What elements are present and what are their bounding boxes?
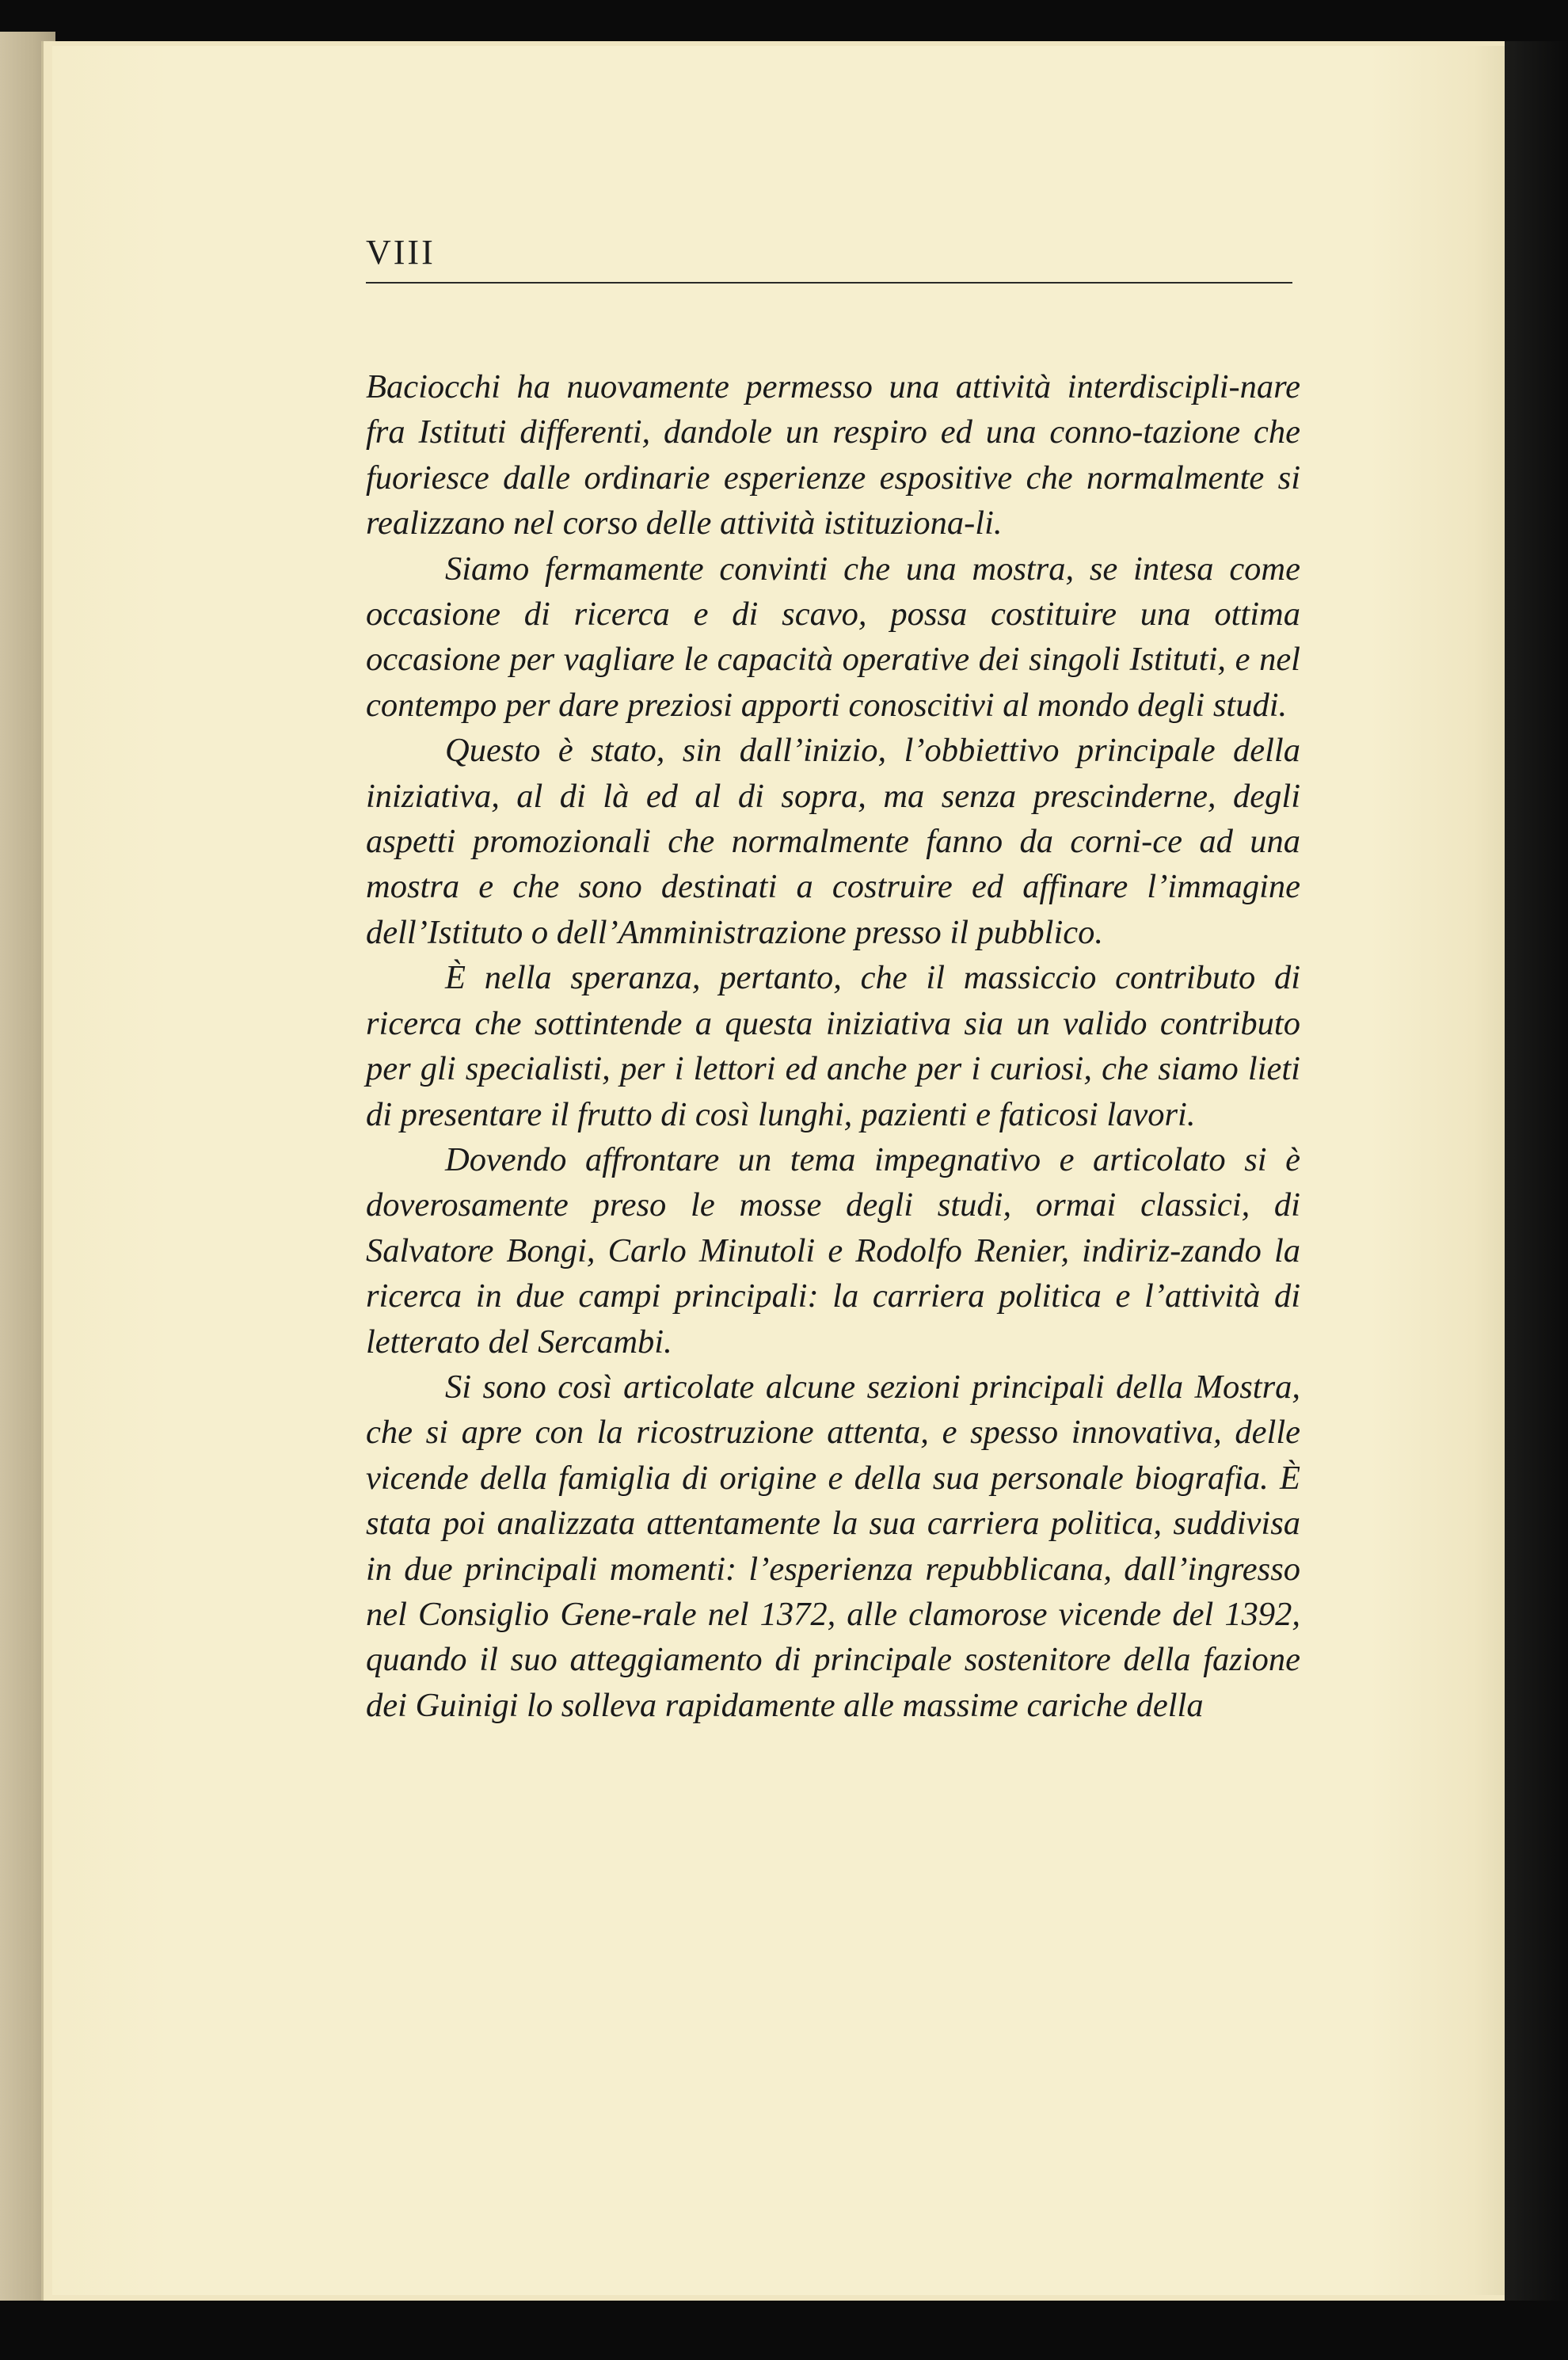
- scan-border-right: [1505, 41, 1568, 2314]
- page-number: VIII: [366, 233, 436, 272]
- scan-border-bottom: [0, 2301, 1568, 2360]
- scan-border-top: [0, 0, 1568, 41]
- paragraph: Questo è stato, sin dall’inizio, l’obbiettivo principale della iniziativa, al di là ed al di sopra, ma senza prescinderne, degli aspetti promozionali che normalmente fanno da corni-ce ad una mostra e che sono destinati a costruire ed affinare l’immagine dell’Istituto o dell’Amministrazione presso il pubblico.: [366, 732, 1300, 951]
- paragraph: È nella speranza, pertanto, che il massiccio contributo di ricerca che sottintende a questa iniziativa sia un valido contributo per gli specialisti, per i lettori ed anche per i curiosi, che siamo lieti di presentare il frutto di così lunghi, pazienti e faticosi lavori.: [366, 959, 1300, 1133]
- paragraph: Siamo fermamente convinti che una mostra, se intesa come occasione di ricerca e di scavo, possa costituire una ottima occasione per vagliare le capacità operative dei singoli Istituti, e nel contempo per dare preziosi apporti conoscitivi al mondo degli studi.: [366, 550, 1300, 724]
- running-header: [366, 230, 1292, 284]
- body-text: [366, 364, 1300, 1728]
- paragraph: Baciocchi ha nuovamente permesso una attività interdiscipli-nare fra Istituti differenti, dandole un respiro ed una conno-tazione che fuoriesce dalle ordinarie esperienze espositive che normalmente si realizzano nel corso delle attività istituziona-li.: [366, 368, 1300, 542]
- paragraph: Si sono così articolate alcune sezioni principali della Mostra, che si apre con la ricostruzione attenta, e spesso innovativa, delle vicende della famiglia di origine e della sua personale biografia. È stata poi analizzata attentamente la sua carriera politica, suddivisa in due principali momenti: l’esperienza repubblicana, dall’ingresso nel Consiglio Gene-rale nel 1372, alle clamorose vicende del 1392, quando il suo atteggiamento di principale sostenitore della fazione dei Guinigi lo solleva rapidamente alle massime cariche della: [366, 1368, 1300, 1724]
- paragraph: Dovendo affrontare un tema impegnativo e articolato si è doverosamente preso le mosse degli studi, ormai classici, di Salvatore Bongi, Carlo Minutoli e Rodolfo Renier, indiriz-zando la ricerca in due campi principali: la carriera politica e l’attività di letterato del Sercambi.: [366, 1140, 1300, 1361]
